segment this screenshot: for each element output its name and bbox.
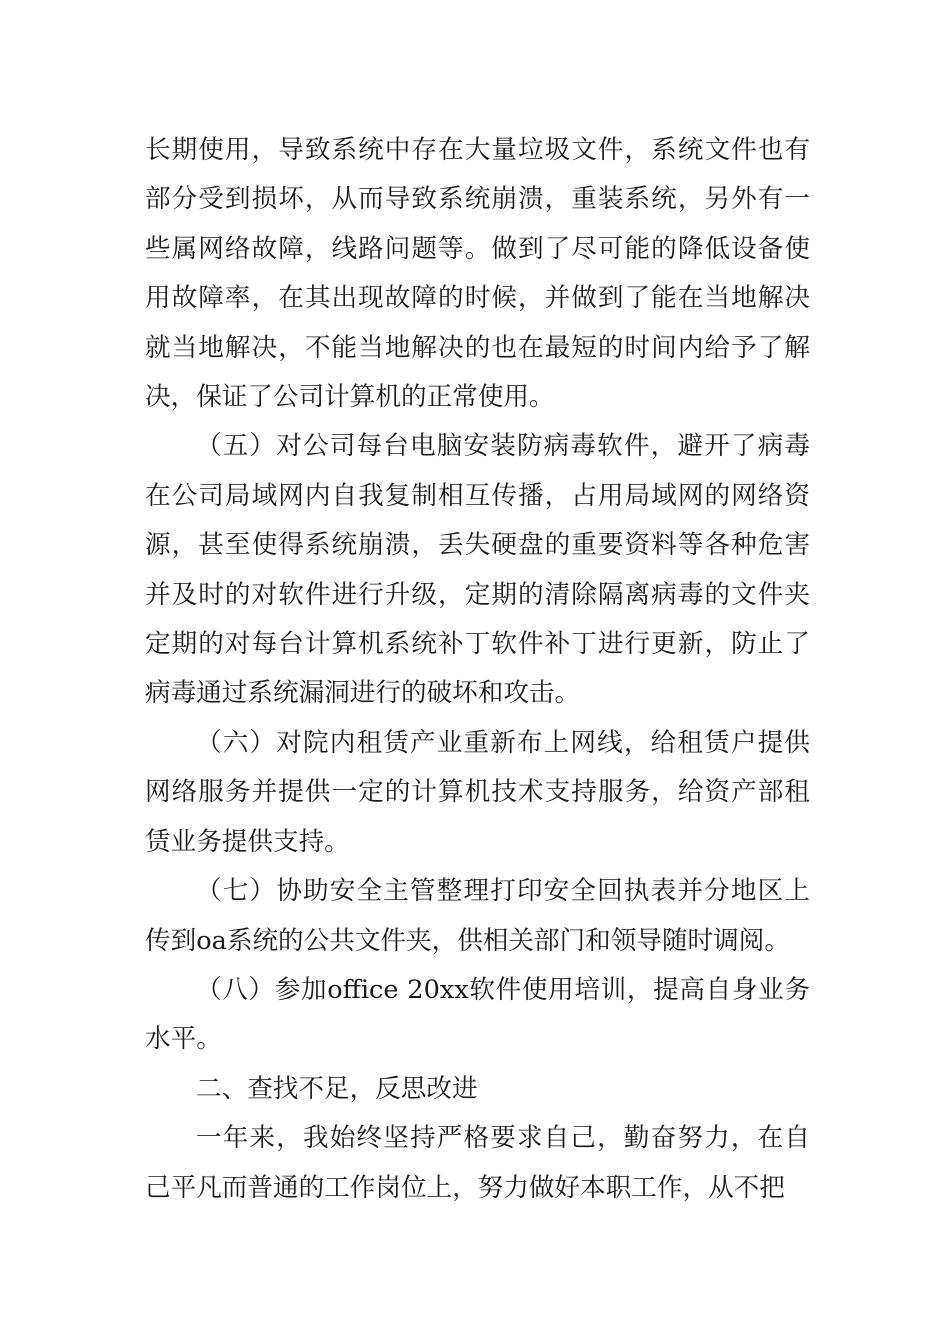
paragraph-item-6: （六）对院内租赁产业重新布上网线，给租赁户提供网络服务并提供一定的计算机技术支持服务，给资产部租赁业务提供支持。 bbox=[145, 727, 810, 857]
section-heading: 二、查找不足，反思改进 bbox=[196, 1073, 478, 1104]
document-body bbox=[145, 126, 810, 1213]
paragraph-continuation: 长期使用，导致系统中存在大量垃圾文件，系统文件也有部分受到损坏，从而导致系统崩溃，重装系统，另外有一些属网络故障，线路问题等。做到了尽可能的降低设备使用故障率，在其出现故障的时候，并做到了能在当地解决就当地解决，不能当地解决的也在最短的时间内给予了解决，保证了公司计算机的正常使用。 bbox=[145, 135, 810, 413]
paragraph-section-2-body: 一年来，我始终坚持严格要求自己，勤奋努力，在自己平凡而普通的工作岗位上，努力做好本职工作，从不把 bbox=[145, 1123, 810, 1203]
paragraph-item-5: （五）对公司每台电脑安装防病毒软件，避开了病毒在公司局域网内自我复制相互传播，占用局域网的网络资源，甚至使得系统崩溃，丢失硬盘的重要资料等各种危害并及时的对软件进行升级，定期的清除隔离病毒的文件夹定期的对每台计算机系统补丁软件补丁进行更新，防止了病毒通过系统漏洞进行的破坏和攻击。 bbox=[145, 431, 810, 709]
paragraph-item-7: （七）协助安全主管整理打印安全回执表并分地区上传到oa系统的公共文件夹，供相关部门和领导随时调阅。 bbox=[145, 876, 810, 956]
paragraph-item-8: （八）参加office 20xx软件使用培训，提高自身业务水平。 bbox=[145, 974, 810, 1055]
